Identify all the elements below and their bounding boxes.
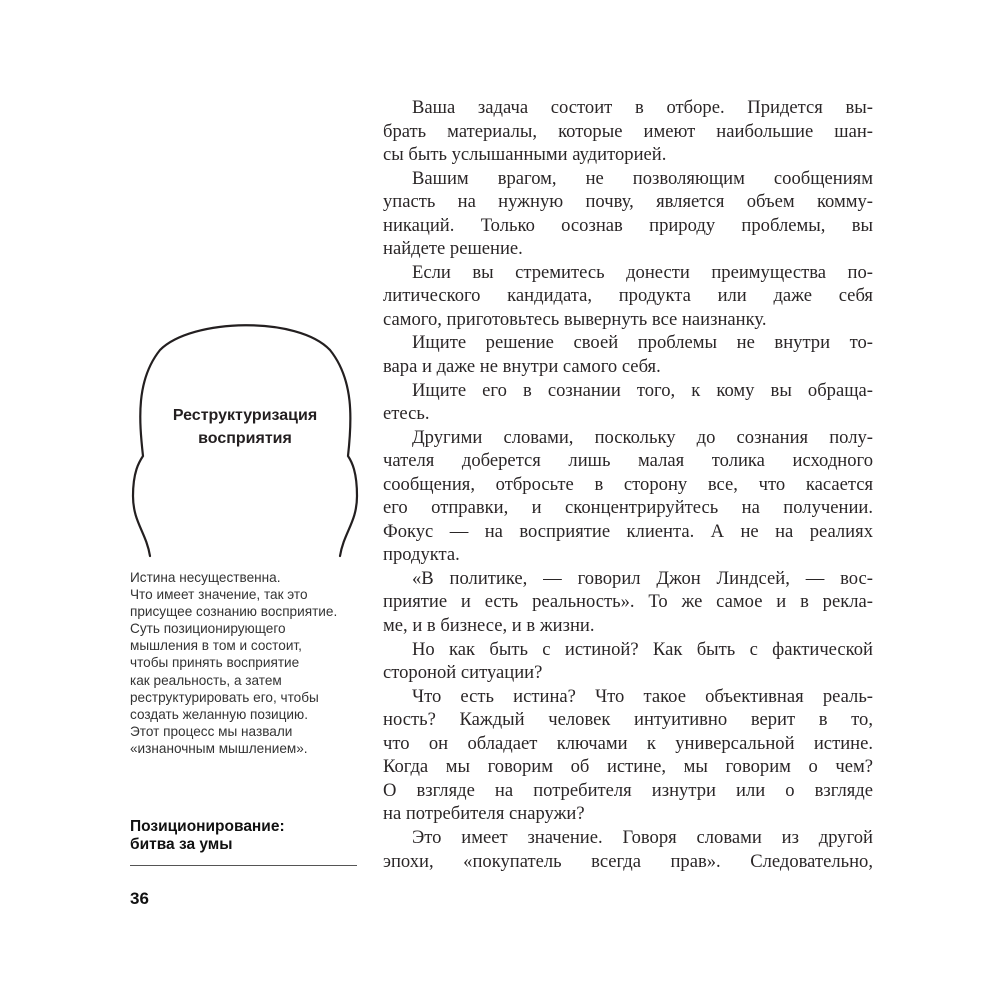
sidebar-note-line: «изнаночным мышлением».	[130, 740, 308, 756]
sidebar-note-line: Истина несущественна.	[130, 570, 281, 585]
body-text-line: приятие и есть реальность». То же самое и в рекла-	[383, 591, 873, 613]
body-text-line: брать материалы, которые имеют наибольшие шан-	[383, 120, 873, 142]
body-text-line: Другими словами, поскольку до сознания полу-	[412, 426, 873, 448]
sidebar-note-line: чтобы принять восприятие	[130, 655, 300, 671]
illustration-label-line: восприятия	[198, 430, 292, 447]
illustration-label-line: Реструктуризация	[172, 407, 318, 424]
sidebar-note	[130, 569, 370, 757]
sidebar-note-line: Суть позиционирующего	[130, 621, 286, 637]
body-text-line: самого, приготовьтесь вывернуть все наизнанку.	[383, 308, 767, 330]
book-title	[130, 818, 285, 854]
sidebar-note-line: как реальность, а затем	[130, 672, 282, 688]
body-text-line: Но как быть с истиной? Как быть с фактической	[412, 638, 873, 660]
body-text-line: Что есть истина? Что такое объективная реаль-	[412, 685, 873, 707]
sidebar-note-line: мышления в том и состоит,	[130, 638, 302, 654]
body-text-line: его отправки, и сконцентрируйтесь на получении.	[383, 497, 873, 519]
body-text-line: О взгляде на потребителя изнутри или о взгляде	[383, 779, 873, 801]
body-text-line: Ищите его в сознании того, к кому вы обраща-	[412, 379, 873, 401]
body-text-line: Ищите решение своей проблемы не внутри то-	[412, 332, 873, 354]
body-text-line: чателя доберется лишь малая толика исходного	[383, 450, 873, 472]
body-text	[383, 96, 873, 873]
divider	[130, 865, 357, 866]
illustration-label	[140, 404, 350, 450]
body-text-line: на потребителя снаружи?	[383, 803, 585, 825]
body-text-line: сообщения, отбросьте в сторону все, что касается	[383, 473, 873, 495]
body-text-line: Вашим врагом, не позволяющим сообщениям	[412, 167, 873, 189]
body-text-line: Ваша задача состоит в отборе. Придется вы-	[412, 97, 873, 118]
body-text-line: литического кандидата, продукта или даже себя	[383, 285, 873, 307]
body-text-line: сы быть услышанными аудиторией.	[383, 144, 667, 166]
sidebar-note-line: Что имеет значение, так это	[130, 587, 308, 603]
body-text-line: вара и даже не внутри самого себя.	[383, 356, 661, 378]
book-title-line: Позиционирование:	[130, 818, 285, 835]
body-text-line: Это имеет значение. Говоря словами из другой	[412, 826, 873, 848]
body-text-line: упасть на нужную почву, является объем комму-	[383, 191, 873, 213]
body-text-line: Если вы стремитесь донести преимущества по-	[412, 261, 873, 283]
sidebar-note-line: реструктурировать его, чтобы	[130, 689, 319, 705]
book-title-line: битва за умы	[130, 836, 233, 853]
body-text-line: Фокус — на восприятие клиента. А не на реалиях	[383, 520, 873, 542]
body-text-line: найдете решение.	[383, 238, 523, 260]
body-text-line: эпохи, «покупатель всегда прав». Следовательно,	[383, 850, 873, 872]
body-text-line: ность? Каждый человек интуитивно верит в то,	[383, 709, 873, 731]
body-text-line: продукта.	[383, 544, 460, 566]
body-text-line: «В политике, — говорил Джон Линдсей, — вос-	[412, 567, 873, 589]
body-text-line: стороной ситуации?	[383, 662, 543, 684]
body-text-line: ме, и в бизнесе, и в жизни.	[383, 615, 595, 637]
sidebar-note-line: Этот процесс мы назвали	[130, 723, 293, 739]
body-text-line: Когда мы говорим об истине, мы говорим о чем?	[383, 756, 873, 778]
body-text-line: никаций. Только осознав природу проблемы, вы	[383, 214, 873, 236]
page-number: 36	[130, 889, 149, 908]
sidebar-note-line: создать желанную позицию.	[130, 706, 308, 722]
body-text-line: етесь.	[383, 403, 430, 425]
body-text-line: что он обладает ключами к универсальной истине.	[383, 732, 873, 754]
sidebar-note-line: присущее сознанию восприятие.	[130, 604, 338, 620]
